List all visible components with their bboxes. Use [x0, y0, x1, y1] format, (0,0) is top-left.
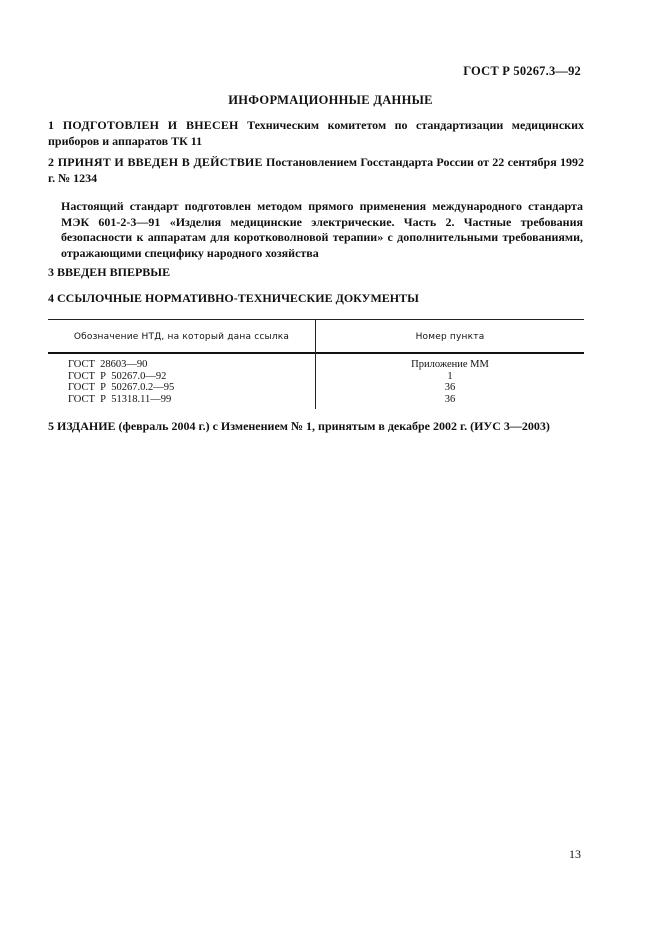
table-header-document: Обозначение НТД, на который дана ссылка [73, 332, 290, 342]
standard-code-header: ГОСТ Р 50267.3—92 [463, 64, 581, 78]
table-cell-doc: ГОСТ 28603—90 [68, 359, 148, 370]
section-1-lead: 1 ПОДГОТОВЛЕН И ВНЕСЕН [48, 118, 239, 132]
standard-origin-note: Настоящий стандарт подготовлен методом прямого применения международного стандарта МЭК 601-2-3—91 «Изделия медицинские электрические. Часть 2. Частные требования безопасности к аппаратам для коротковолновой терапии» с дополнительными требованиями, отражающими специфику народного хозяйства [61, 199, 583, 260]
table-cell-clause: 36 [444, 393, 456, 405]
section-2-lead: 2 ПРИНЯТ И ВВЕДЕН В ДЕЙСТВИЕ [48, 155, 263, 169]
section-2-body: Постановлением Госстандарта России от 22 сентября 1992 г. № 1234 [48, 155, 585, 185]
section-3-introduced-first: 3 ВВЕДЕН ВПЕРВЫЕ [48, 265, 171, 279]
table-header-clause: Номер пункта [415, 332, 485, 342]
table-top-rule [48, 319, 584, 320]
page-number: 13 [569, 847, 581, 861]
document-title: ИНФОРМАЦИОННЫЕ ДАННЫЕ [228, 93, 433, 107]
table-cell-clause: 1 [447, 370, 453, 382]
reference-documents-table [48, 319, 584, 409]
section-2-adopted [48, 155, 584, 186]
table-column-documents [68, 359, 308, 405]
table-cell-doc: ГОСТ Р 51318.11—99 [68, 393, 172, 405]
table-cell-clause: 36 [444, 382, 456, 393]
section-1-prepared-by [48, 118, 584, 149]
section-4-reference-docs-heading: 4 ССЫЛОЧНЫЕ НОРМАТИВНО-ТЕХНИЧЕСКИЕ ДОКУМЕНТЫ [48, 291, 419, 305]
table-column-clauses [316, 359, 584, 405]
table-cell-doc: ГОСТ Р 50267.0—92 [68, 370, 167, 382]
table-cell-clause: Приложение ММ [411, 359, 489, 370]
table-cell-doc: ГОСТ Р 50267.0.2—95 [68, 382, 175, 393]
table-header-rule [48, 352, 584, 354]
section-1-body: Техническим комитетом по стандартизации медицинских приборов и аппаратов ТК 11 [48, 118, 584, 148]
section-5-edition: 5 ИЗДАНИЕ (февраль 2004 г.) с Изменением № 1, принятым в декабре 2002 г. (ИУС 3—2003) [48, 419, 550, 433]
